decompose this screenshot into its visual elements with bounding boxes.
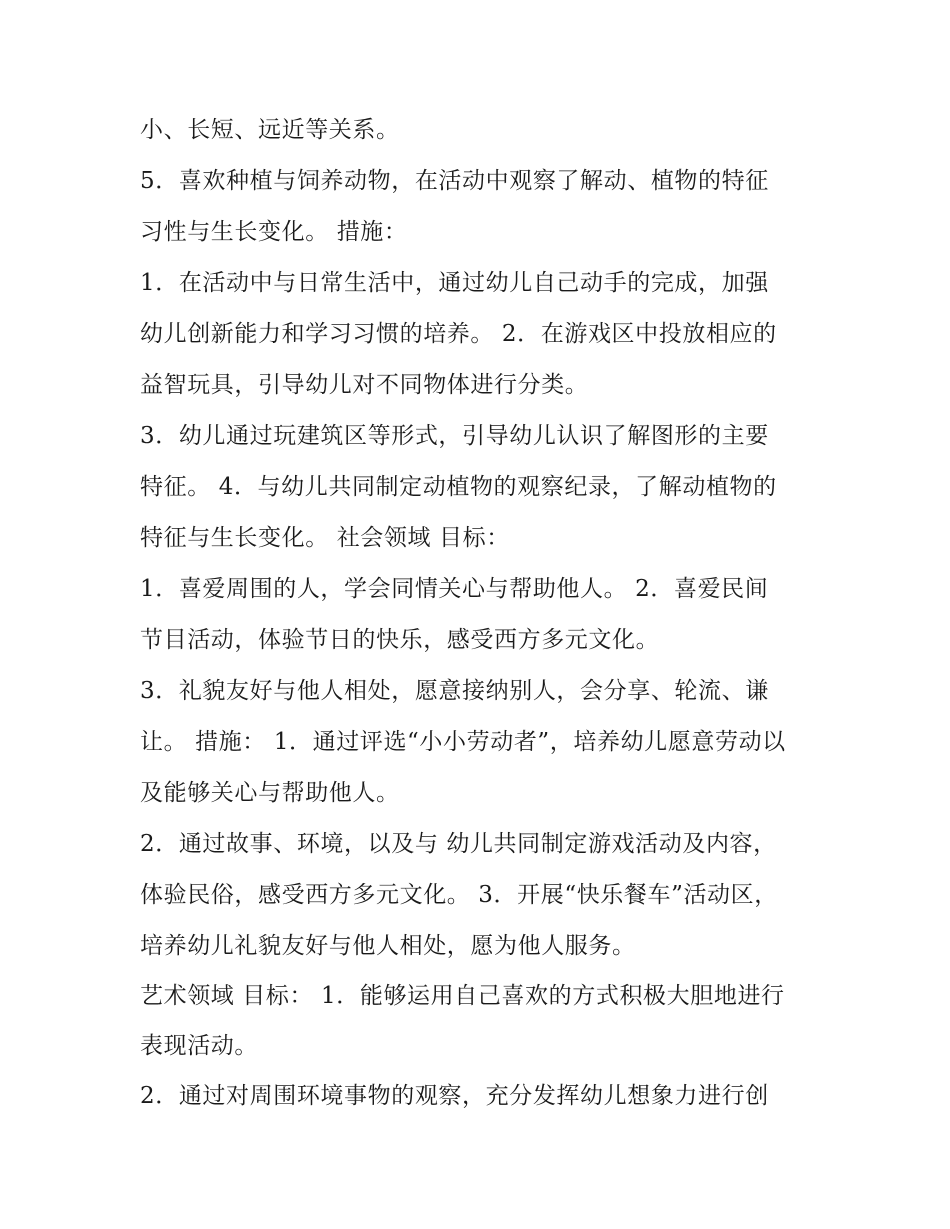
text-line: 幼儿创新能力和学习习惯的培养。 2．在游戏区中投放相应的 <box>140 321 777 347</box>
text-line: 5．喜欢种植与饲养动物，在活动中观察了解动、植物的特征 <box>140 168 769 194</box>
text-line: 培养幼儿礼貌友好与他人相处，愿为他人服务。 <box>140 933 636 959</box>
text-line: 特征。 4．与幼儿共同制定动植物的观察纪录，了解动植物的 <box>140 474 777 500</box>
text-line: 2．通过对周围环境事物的观察，充分发挥幼儿想象力进行创 <box>140 1083 769 1109</box>
text-line: 3．礼貌友好与他人相处，愿意接纳别人，会分享、轮流、谦 <box>140 678 769 704</box>
text-line: 1．在活动中与日常生活中，通过幼儿自己动手的完成，加强 <box>140 270 769 296</box>
text-line: 体验民俗，感受西方多元文化。 3．开展“快乐餐车”活动区， <box>140 882 778 908</box>
document-body <box>140 108 820 1124</box>
text-line: 让。 措施： 1．通过评选“小小劳动者”，培养幼儿愿意劳动以 <box>140 729 786 755</box>
text-line: 2．通过故事、环境，以及与 幼儿共同制定游戏活动及内容， <box>140 831 777 857</box>
text-line: 特征与生长变化。 社会领域 目标： <box>140 525 510 551</box>
text-line: 1．喜爱周围的人，学会同情关心与帮助他人。 2．喜爱民间 <box>140 576 769 602</box>
text-line: 及能够关心与帮助他人。 <box>140 780 400 806</box>
text-line: 小、长短、远近等关系。 <box>140 117 400 143</box>
text-line: 益智玩具，引导幼儿对不同物体进行分类。 <box>140 372 589 398</box>
text-line: 习性与生长变化。 措施： <box>140 219 408 245</box>
text-line: 节目活动，体验节日的快乐，感受西方多元文化。 <box>140 627 660 653</box>
text-line: 艺术领域 目标： 1．能够运用自己喜欢的方式积极大胆地进行 <box>140 983 785 1009</box>
text-line: 3．幼儿通过玩建筑区等形式，引导幼儿认识了解图形的主要 <box>140 423 769 449</box>
text-line: 表现活动。 <box>140 1033 258 1059</box>
